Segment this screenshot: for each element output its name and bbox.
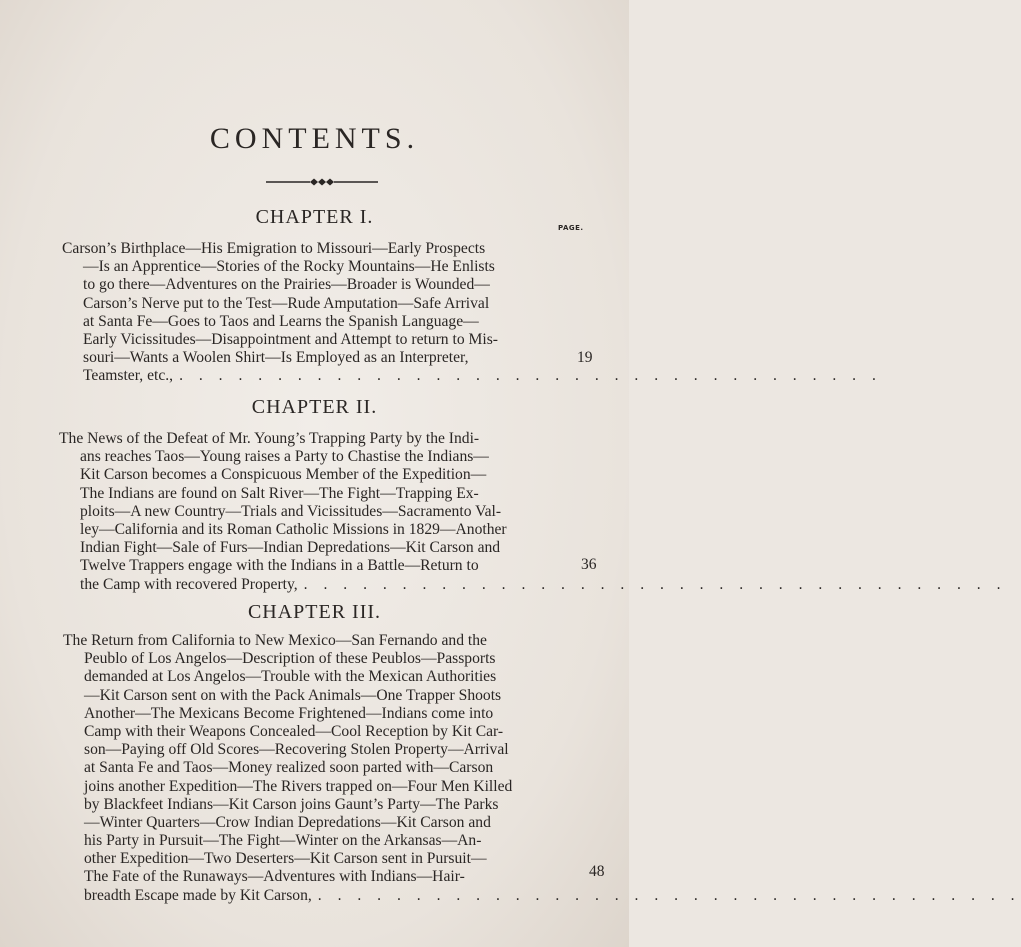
summary-last-line	[59, 575, 1007, 594]
summary-line: to go there—Adventures on the Prairies—Broader is Wounded—	[83, 276, 490, 294]
summary-line: at Santa Fe—Goes to Taos and Learns the Spanish Language—	[83, 312, 479, 330]
summary-line: son—Paying off Old Scores—Recovering Stolen Property—Arrival	[84, 741, 509, 759]
summary-line: The Fate of the Runaways—Adventures with Indians—Hair-	[84, 868, 465, 886]
page-column-label: PAGE.	[558, 224, 584, 232]
summary-last-line	[62, 367, 882, 385]
summary-line: ploits—A new Country—Trials and Vicissitudes—Sacramento Val-	[80, 502, 502, 520]
summary-line: The Return from California to New Mexico—San Fernando and the	[63, 632, 487, 649]
dot-leader: . . . . . . . . . . . . . . . . . . . . . . . . . . . . . . . . . . . .	[303, 575, 1007, 593]
summary-line: Kit Carson becomes a Conspicuous Member of the Expedition—	[80, 466, 487, 484]
summary-line: souri—Wants a Woolen Shirt—Is Employed as an Interpreter,	[83, 349, 469, 367]
summary-line: ans reaches Taos—Young raises a Party to Chastise the Indians—	[80, 448, 489, 466]
page-number: 48	[589, 863, 605, 880]
summary-line: —Is an Apprentice—Stories of the Rocky Mountains—He Enlists	[83, 258, 495, 276]
summary-line: —Kit Carson sent on with the Pack Animals—One Trapper Shoots	[84, 686, 502, 704]
summary-line: joins another Expedition—The Rivers trapped on—Four Men Killed	[84, 777, 513, 795]
dot-leader: . . . . . . . . . . . . . . . . . . . . . . . . . . . . . . . . . . . .	[317, 886, 1021, 904]
chapter-heading: CHAPTER III.	[247, 601, 382, 623]
summary-line: Early Vicissitudes—Disappointment and Attempt to return to Mis-	[83, 330, 498, 348]
summary-line: demanded at Los Angelos—Trouble with the Mexican Authorities	[84, 668, 497, 686]
summary-line: Peublo of Los Angelos—Description of these Peublos—Passports	[84, 650, 496, 668]
summary-line: Another—The Mexicans Become Frightened—Indians come into	[84, 704, 494, 722]
page-title: CONTENTS.	[209, 122, 420, 155]
summary-line: the Camp with recovered Property,	[80, 575, 298, 593]
dot-leader: . . . . . . . . . . . . . . . . . . . . . . . . . . . . . . . . . . . .	[179, 367, 882, 385]
summary-line: Carson’s Nerve put to the Test—Rude Amputation—Safe Arrival	[83, 294, 490, 312]
ornament-divider	[266, 176, 378, 188]
summary-line: The Indians are found on Salt River—The Fight—Trapping Ex-	[80, 484, 479, 502]
page-number: 19	[577, 349, 593, 366]
summary-line: breadth Escape made by Kit Carson,	[84, 886, 312, 904]
page-number: 36	[581, 556, 597, 573]
summary-line: Camp with their Weapons Concealed—Cool Reception by Kit Car-	[84, 722, 504, 740]
summary-line: his Party in Pursuit—The Fight—Winter on the Arkansas—An-	[84, 832, 482, 850]
summary-line: Indian Fight—Sale of Furs—Indian Depredations—Kit Carson and	[80, 539, 501, 557]
summary-line: Carson’s Birthplace—His Emigration to Missouri—Early Prospects	[62, 240, 486, 257]
summary-last-line	[63, 886, 1021, 905]
chapter-heading: CHAPTER II.	[251, 396, 378, 418]
summary-line: other Expedition—Two Deserters—Kit Carson sent in Pursuit—	[84, 850, 487, 868]
summary-line: ley—California and its Roman Catholic Missions in 1829—Another	[80, 520, 507, 538]
summary-line: The News of the Defeat of Mr. Young’s Trapping Party by the Indi-	[59, 430, 480, 447]
summary-line: Teamster, etc.,	[83, 367, 174, 385]
summary-line: Twelve Trappers engage with the Indians in a Battle—Return to	[80, 557, 479, 575]
summary-line: by Blackfeet Indians—Kit Carson joins Gaunt’s Party—The Parks	[84, 795, 499, 813]
chapter-heading: CHAPTER I.	[255, 206, 374, 228]
summary-line: —Winter Quarters—Crow Indian Depredations—Kit Carson and	[84, 813, 491, 831]
summary-line: at Santa Fe and Taos—Money realized soon parted with—Carson	[84, 759, 494, 777]
